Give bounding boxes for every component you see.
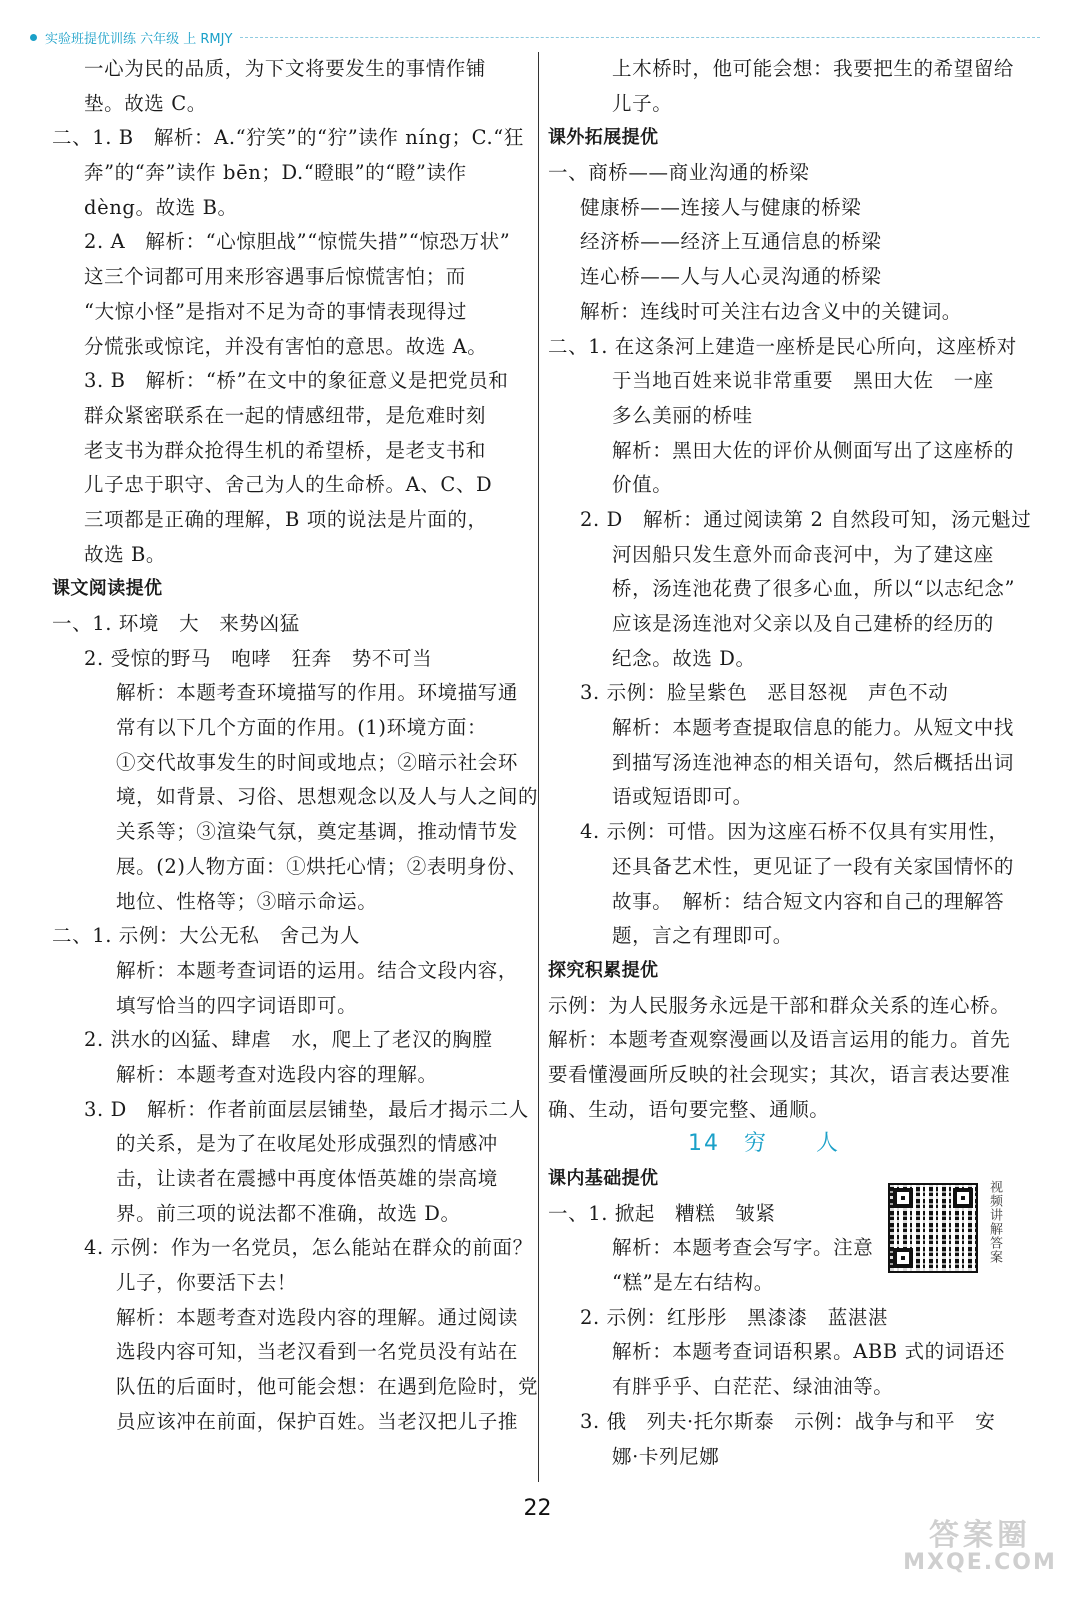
qr-code-icon[interactable]: [888, 1183, 978, 1273]
text-line: 解析：连线时可关注右边含义中的关键词。: [580, 299, 962, 323]
section-heading: 课外拓展提优: [548, 127, 659, 149]
text-line: 关系等；③渲染气氛，奠定基调，推动情节发: [116, 820, 519, 844]
section-heading: 课内基础提优: [548, 1168, 659, 1189]
text-line: 一、1. 掀起 糟糕 皱紧: [548, 1201, 776, 1225]
text-line: 健康桥——连接人与健康的桥梁: [580, 195, 862, 219]
text-line: 3. D 解析：作者前面层层铺垫，最后才揭示二人: [84, 1097, 529, 1121]
text-line: 确、生动，语句要完整、通顺。: [548, 1097, 830, 1121]
text-line: dèng。故选 B。: [84, 195, 238, 219]
text-line: 儿子，你要活下去！: [116, 1271, 297, 1295]
watermark-line1: 答案圈: [929, 1518, 1031, 1553]
text-line: 娜·卡列尼娜: [612, 1444, 720, 1468]
text-line: 解析：本题考查提取信息的能力。从短文中找: [612, 716, 1015, 740]
text-line: 地位、性格等；③暗示命运。: [116, 889, 378, 913]
text-line: 4. 示例：可惜。因为这座石桥不仅具有实用性，: [580, 820, 1009, 844]
text-line: 一心为民的品质，为下文将要发生的事情作铺: [84, 57, 487, 80]
text-line: 故事。 解析：结合短文内容和自己的理解答: [612, 889, 1005, 913]
text-line: 的关系，是为了在收尾处形成强烈的情感冲: [116, 1132, 498, 1156]
text-line: 3. 俄 列夫·托尔斯泰 示例：战争与和平 安: [580, 1409, 996, 1433]
watermark-line2: MXQE.COM: [903, 1550, 1057, 1575]
text-line: 展。(2)人物方面：①烘托心情；②表明身份、: [116, 854, 528, 878]
text-line: 奔”的“奔”读作 bēn；D.“瞪眼”的“瞪”读作: [84, 161, 467, 185]
text-line: 到描写汤连池神态的相关语句，然后概括出词: [612, 750, 1015, 774]
text-line: 解析：本题考查对选段内容的理解。通过阅读: [116, 1305, 519, 1329]
text-line: 一、1. 环境 大 来势凶猛: [52, 612, 300, 635]
text-line: 解析：本题考查观察漫画以及语言运用的能力。首先: [548, 1028, 1011, 1052]
header-rule: [240, 37, 1040, 38]
text-line: 员应该冲在前面，保护百姓。当老汉把儿子推: [116, 1409, 519, 1433]
text-line: 2. 洪水的凶猛、肆虐 水，爬上了老汉的胸膛: [84, 1028, 493, 1052]
header-title: 实验班提优训练 六年级 上 RMJY: [45, 31, 233, 47]
text-line: 解析：本题考查对选段内容的理解。: [116, 1062, 438, 1086]
text-line: 3. 示例：脸呈紫色 恶目怒视 声色不动: [580, 681, 949, 705]
text-line: ①交代故事发生的时间或地点；②暗示社会环: [116, 750, 519, 774]
text-line: 于当地百姓来说非常重要 黑田大佐 一座: [612, 369, 994, 393]
text-line: 群众紧密联系在一起的情感纽带，是危难时刻: [84, 403, 487, 427]
text-line: 常有以下几个方面的作用。(1)环境方面：: [116, 716, 488, 740]
text-line: 要看懂漫画所反映的社会现实；其次，语言表达要准: [548, 1062, 1011, 1086]
text-line: 界。前三项的说法都不准确，故选 D。: [116, 1201, 461, 1225]
text-line: 解析：本题考查词语积累。ABB 式的词语还: [612, 1340, 1006, 1364]
left-column: [52, 52, 539, 1440]
text-line: 境，如背景、习俗、思想观念以及人与人之间的: [116, 785, 539, 809]
text-line: 连心桥——人与人心灵沟通的桥梁: [580, 265, 882, 289]
text-line: 3. B 解析：“桥”在文中的象征意义是把党员和: [84, 369, 509, 393]
column-divider: [538, 52, 539, 1482]
text-line: 2. A 解析：“心惊胆战”“惊慌失措”“惊恐万状”: [84, 230, 511, 254]
text-line: 桥，汤连池花费了很多心血，所以“以志纪念”: [612, 577, 1016, 601]
text-line: 解析：黑田大佐的评价从侧面写出了这座桥的: [612, 438, 1015, 462]
text-line: 有胖乎乎、白茫茫、绿油油等。: [612, 1375, 894, 1399]
text-line: 三项都是正确的理解，B 项的说法是片面的，: [84, 507, 488, 531]
text-line: 二、1. 在这条河上建造一座桥是民心所向，这座桥对: [548, 334, 1017, 358]
text-line: 队伍的后面时，他可能会想：在遇到危险时，党: [116, 1375, 539, 1399]
text-line: 这三个词都可用来形容遇事后惊慌害怕；而: [84, 265, 466, 289]
text-line: 二、1. 示例：大公无私 舍己为人: [52, 924, 361, 948]
text-line: 2. 示例：红彤彤 黑漆漆 蓝湛湛: [580, 1305, 889, 1329]
text-line: “大惊小怪”是指对不足为奇的事情表现得过: [84, 299, 467, 323]
text-line: 还具备艺术性，更见证了一段有关家国情怀的: [612, 854, 1015, 878]
text-line: 二、1. B 解析：A.“狞笑”的“狞”读作 níng；C.“狂: [52, 126, 524, 150]
text-line: 解析：本题考查环境描写的作用。环境描写通: [116, 681, 519, 705]
chapter-title: 14 穷 人: [688, 1131, 840, 1157]
text-line: 纪念。故选 D。: [612, 646, 756, 670]
qr-caption: 视频讲解答案: [987, 1180, 1002, 1264]
text-line: 解析：本题考查词语的运用。结合文段内容，: [116, 958, 519, 982]
header-bullet-icon: [30, 34, 37, 41]
text-line: 选段内容可知，当老汉看到一名党员没有站在: [116, 1340, 519, 1364]
text-line: 语或短语即可。: [612, 785, 753, 809]
section-heading: 探究积累提优: [548, 959, 659, 981]
watermark-logo: [900, 1510, 1060, 1575]
text-line: 一、商桥——商业沟通的桥梁: [548, 161, 810, 185]
text-line: 示例：为人民服务永远是干部和群众关系的连心桥。: [548, 993, 1011, 1017]
section-heading: 课文阅读提优: [52, 578, 163, 600]
text-line: 填写恰当的四字词语即可。: [116, 993, 358, 1017]
text-line: 应该是汤连池对父亲以及自己建桥的经历的: [612, 612, 994, 635]
text-line: 儿子忠于职守、舍己为人的生命桥。A、C、D: [84, 473, 493, 497]
text-line: 多么美丽的桥哇: [612, 403, 753, 427]
text-line: 题，言之有理即可。: [612, 924, 793, 948]
text-line: 价值。: [612, 473, 673, 497]
text-line: 老支书为群众抢得生机的希望桥，是老支书和: [84, 438, 487, 462]
page-number: 22: [523, 1496, 552, 1521]
text-line: 解析：本题考查会写字。注意: [612, 1236, 874, 1260]
text-line: 垫。故选 C。: [84, 91, 207, 115]
text-line: 4. 示例：作为一名党员，怎么能站在群众的前面？: [84, 1236, 533, 1260]
text-line: 经济桥——经济上互通信息的桥梁: [580, 230, 882, 254]
text-line: 故选 B。: [84, 542, 167, 566]
text-line: 分慌张或惊诧，并没有害怕的意思。故选 A。: [84, 334, 488, 358]
text-line: 儿子。: [612, 91, 673, 115]
text-line: “糕”是左右结构。: [612, 1271, 774, 1295]
text-line: 河因船只发生意外而命丧河中，为了建这座: [612, 542, 994, 566]
text-line: 击，让读者在震撼中再度体悟英雄的崇高境: [116, 1167, 498, 1190]
page-header: [30, 26, 1040, 48]
text-line: 上木桥时，他可能会想：我要把生的希望留给: [612, 57, 1015, 80]
text-line: 2. 受惊的野马 咆哮 狂奔 势不可当: [84, 646, 433, 670]
text-line: 2. D 解析：通过阅读第 2 自然段可知，汤元魁过: [580, 507, 1032, 531]
